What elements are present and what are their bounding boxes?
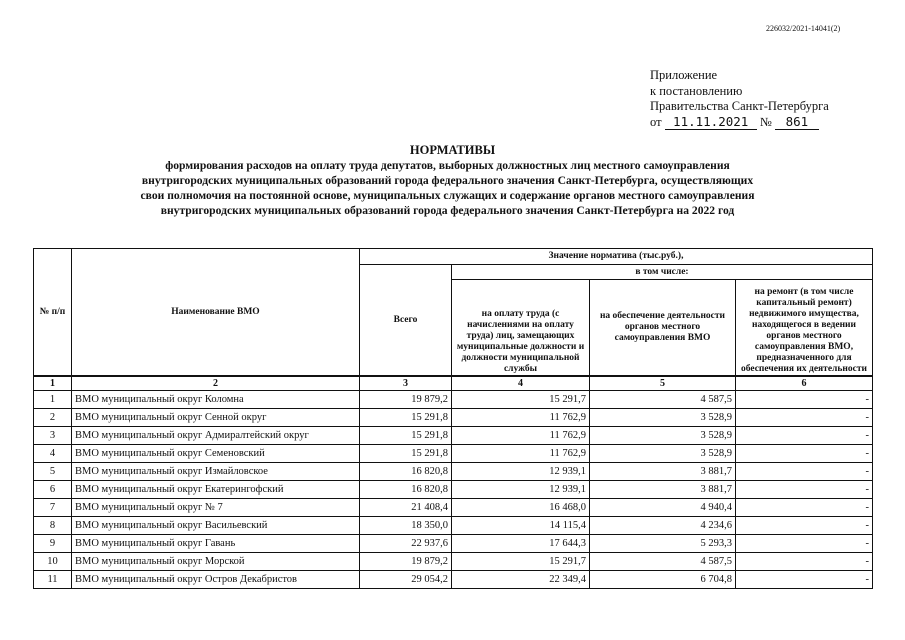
table-row — [34, 571, 873, 589]
table-row — [34, 391, 873, 409]
table-row — [34, 427, 873, 445]
cell-repair: - — [736, 445, 873, 463]
header-labor: на оплату труда (с начислениями на оплату труда) лиц, замещающих муниципальные должности и должности муниципальной службы — [452, 280, 590, 377]
cell-labor: 16 468,0 — [452, 499, 590, 517]
cell-total: 29 054,2 — [360, 571, 452, 589]
cell-total: 15 291,8 — [360, 409, 452, 427]
document-subtitle — [90, 158, 805, 218]
cell-num: 4 — [34, 445, 72, 463]
col-number: 4 — [452, 376, 590, 391]
cell-name: ВМО муниципальный округ Семеновский — [72, 445, 360, 463]
cell-support: 5 293,3 — [590, 535, 736, 553]
appendix-block — [650, 68, 829, 130]
col-number: 1 — [34, 376, 72, 391]
cell-labor: 17 644,3 — [452, 535, 590, 553]
cell-name: ВМО муниципальный округ Коломна — [72, 391, 360, 409]
cell-repair: - — [736, 553, 873, 571]
cell-name: ВМО муниципальный округ № 7 — [72, 499, 360, 517]
cell-support: 3 528,9 — [590, 445, 736, 463]
table-row — [34, 553, 873, 571]
cell-num: 8 — [34, 517, 72, 535]
cell-total: 18 350,0 — [360, 517, 452, 535]
cell-num: 11 — [34, 571, 72, 589]
cell-support: 3 528,9 — [590, 409, 736, 427]
cell-num: 5 — [34, 463, 72, 481]
cell-repair: - — [736, 409, 873, 427]
cell-num: 7 — [34, 499, 72, 517]
cell-labor: 15 291,7 — [452, 553, 590, 571]
norms-table — [33, 248, 873, 589]
date-prefix: от — [650, 114, 662, 129]
cell-num: 9 — [34, 535, 72, 553]
cell-repair: - — [736, 499, 873, 517]
cell-repair: - — [736, 427, 873, 445]
cell-labor: 12 939,1 — [452, 481, 590, 499]
cell-total: 16 820,8 — [360, 463, 452, 481]
table-row — [34, 445, 873, 463]
appendix-line-2: к постановлению — [650, 83, 743, 98]
header-num: № п/п — [34, 249, 72, 377]
appendix-line-1: Приложение — [650, 68, 718, 82]
cell-support: 3 881,7 — [590, 481, 736, 499]
table-row — [34, 409, 873, 427]
header-name: Наименование ВМО — [72, 249, 360, 377]
cell-name: ВМО муниципальный округ Гавань — [72, 535, 360, 553]
cell-support: 3 881,7 — [590, 463, 736, 481]
cell-name: ВМО муниципальный округ Измайловское — [72, 463, 360, 481]
cell-labor: 14 115,4 — [452, 517, 590, 535]
cell-name: ВМО муниципальный округ Морской — [72, 553, 360, 571]
resolution-number: 861 — [775, 115, 819, 130]
cell-support: 4 234,6 — [590, 517, 736, 535]
table-row — [34, 499, 873, 517]
cell-total: 19 879,2 — [360, 553, 452, 571]
table-row — [34, 535, 873, 553]
cell-name: ВМО муниципальный округ Васильевский — [72, 517, 360, 535]
cell-num: 10 — [34, 553, 72, 571]
table-row — [34, 517, 873, 535]
table-row — [34, 481, 873, 499]
subtitle-line: свои полномочия на постоянной основе, муниципальных служащих и содержание органов местного самоуправления — [140, 189, 755, 202]
cell-support: 6 704,8 — [590, 571, 736, 589]
cell-total: 15 291,8 — [360, 427, 452, 445]
cell-support: 4 587,5 — [590, 553, 736, 571]
cell-labor: 11 762,9 — [452, 409, 590, 427]
resolution-date: 11.11.2021 — [665, 115, 757, 130]
subtitle-line: внутригородских муниципальных образований города федерального значения Санкт-Петербурга на 2022 год — [160, 204, 735, 217]
cell-support: 3 528,9 — [590, 427, 736, 445]
header-including: в том числе: — [452, 265, 873, 280]
cell-repair: - — [736, 517, 873, 535]
cell-repair: - — [736, 463, 873, 481]
col-number: 5 — [590, 376, 736, 391]
col-number: 2 — [72, 376, 360, 391]
col-number: 6 — [736, 376, 873, 391]
subtitle-line: формирования расходов на оплату труда депутатов, выборных должностных лиц местного самоуправления — [165, 159, 730, 172]
header-repair: на ремонт (в том числе капитальный ремонт) недвижимого имущества, находящегося в ведении органов местного самоуправления ВМО, предназначенного для обеспечения их деятельности — [736, 280, 873, 377]
cell-repair: - — [736, 535, 873, 553]
cell-repair: - — [736, 571, 873, 589]
table-body — [34, 391, 873, 589]
cell-num: 1 — [34, 391, 72, 409]
cell-support: 4 587,5 — [590, 391, 736, 409]
cell-num: 2 — [34, 409, 72, 427]
cell-labor: 11 762,9 — [452, 445, 590, 463]
document-id: 226032/2021-14041(2) — [766, 24, 841, 33]
cell-num: 6 — [34, 481, 72, 499]
document-title: НОРМАТИВЫ — [409, 143, 496, 157]
header-value-group: Значение норматива (тыс.руб.), — [360, 249, 873, 265]
cell-total: 22 937,6 — [360, 535, 452, 553]
cell-repair: - — [736, 481, 873, 499]
cell-labor: 15 291,7 — [452, 391, 590, 409]
header-support: на обеспечение деятельности органов местного самоуправления ВМО — [590, 280, 736, 377]
table-row — [34, 463, 873, 481]
cell-total: 21 408,4 — [360, 499, 452, 517]
number-prefix: № — [759, 114, 772, 129]
appendix-line-3: Правительства Санкт-Петербурга — [650, 99, 829, 113]
cell-total: 15 291,8 — [360, 445, 452, 463]
cell-num: 3 — [34, 427, 72, 445]
cell-support: 4 940,4 — [590, 499, 736, 517]
header-total: Всего — [360, 265, 452, 377]
cell-total: 19 879,2 — [360, 391, 452, 409]
cell-name: ВМО муниципальный округ Адмиралтейский округ — [72, 427, 360, 445]
cell-labor: 11 762,9 — [452, 427, 590, 445]
cell-labor: 22 349,4 — [452, 571, 590, 589]
cell-name: ВМО муниципальный округ Екатерингофский — [72, 481, 360, 499]
cell-name: ВМО муниципальный округ Сенной округ — [72, 409, 360, 427]
subtitle-line: внутригородских муниципальных образований города федерального значения Санкт-Петербурга, осуществляющих — [141, 174, 754, 187]
cell-name: ВМО муниципальный округ Остров Декабристов — [72, 571, 360, 589]
col-number: 3 — [360, 376, 452, 391]
cell-labor: 12 939,1 — [452, 463, 590, 481]
cell-total: 16 820,8 — [360, 481, 452, 499]
cell-repair: - — [736, 391, 873, 409]
appendix-date-line — [650, 115, 829, 131]
